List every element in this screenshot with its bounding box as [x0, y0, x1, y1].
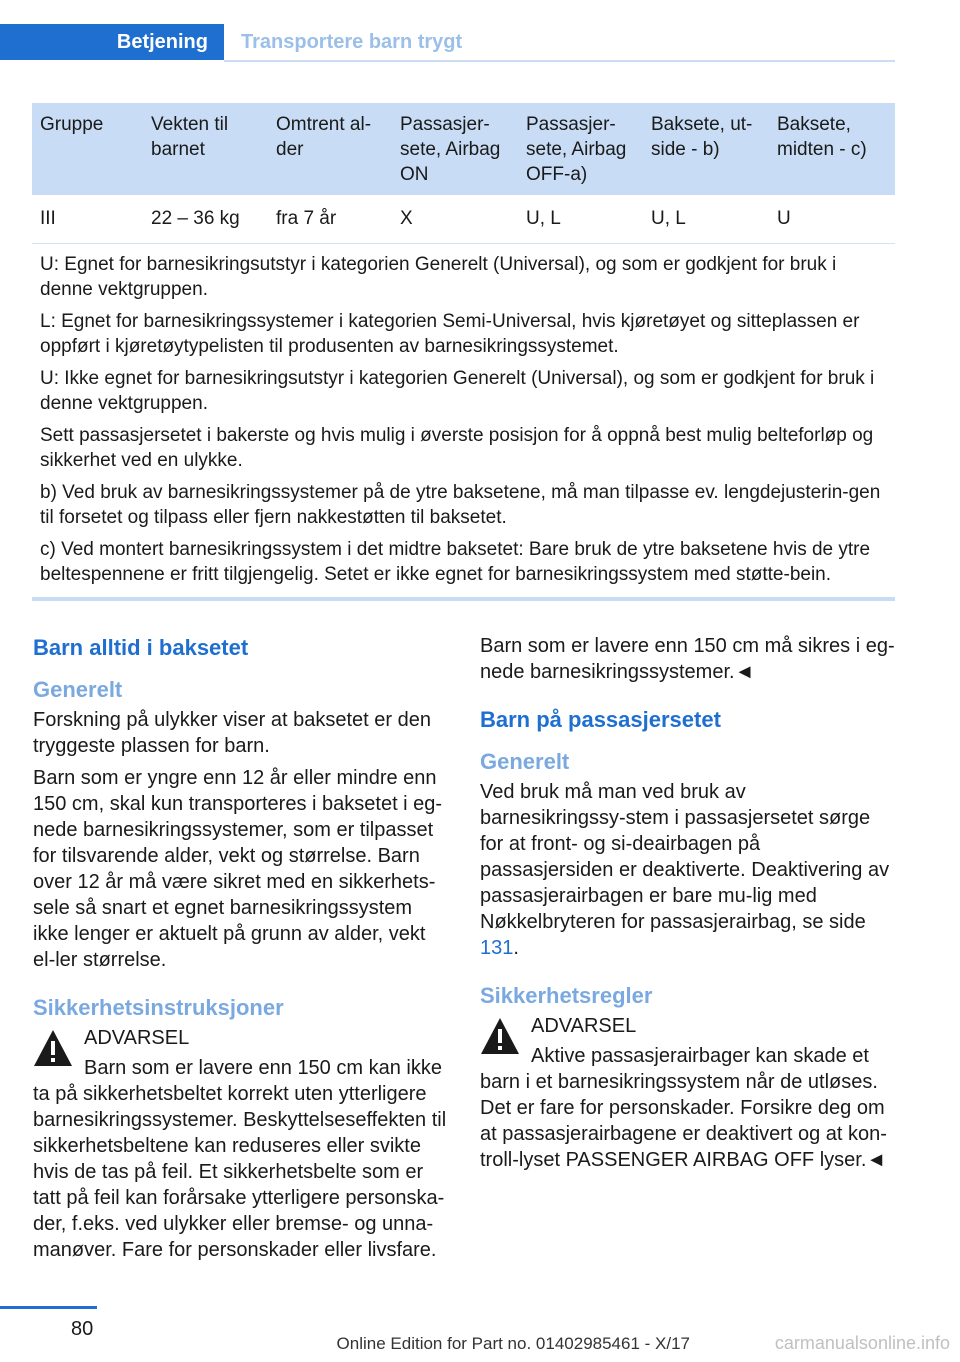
header-rule	[224, 60, 895, 62]
subheading-safety-instructions: Sikkerhetsinstruksjoner	[33, 995, 284, 1020]
section-title: Transportere barn trygt	[241, 31, 463, 53]
warning-label: ADVARSEL	[531, 1015, 637, 1037]
table-cell: 22 – 36 kg	[143, 195, 268, 244]
left-column	[33, 633, 448, 1269]
warning-triangle-icon	[33, 1029, 73, 1067]
subheading-safety-rules: Sikkerhetsregler	[480, 983, 653, 1008]
edition-text: Online Edition for Part no. 01402985461 - X/17	[336, 1334, 690, 1353]
table-cell: U, L	[643, 195, 769, 244]
table-header-cell: Passasjer-sete, Airbag OFF-a)	[518, 103, 643, 195]
table-notes-row	[32, 244, 895, 600]
table-header-cell: Baksete, ut-side - b)	[643, 103, 769, 195]
table-cell: fra 7 år	[268, 195, 392, 244]
table-note: L: Egnet for barnesikringssystemer i kategorien Semi-Universal, hvis kjøretøyet og sitteplassen er oppført i kjøretøytypelisten til produsenten av barnesikringssystemet.	[40, 311, 860, 357]
heading-children-passenger-seat: Barn på passasjersetet	[480, 707, 721, 732]
table-header-cell: Baksete, midten - c)	[769, 103, 895, 195]
table-header-cell: Vekten til barnet	[143, 103, 268, 195]
warning-block	[480, 1013, 895, 1173]
table-row	[32, 195, 895, 244]
page-number: 80	[71, 1318, 94, 1340]
chapter-tab: Betjening	[0, 24, 224, 60]
table-header-row	[32, 103, 895, 195]
warning-block	[33, 1025, 448, 1263]
table-note: U: Egnet for barnesikringsutstyr i kategorien Generelt (Universal), og som er godkjent for bruk i denne vektgruppen.	[40, 254, 837, 300]
paragraph: Ved bruk må man ved bruk av barnesikringssy-stem i passasjersetet sørge for at front- og si-deairbagen på passasjersiden er deaktiverte. Deaktivering av passasjerairbagen er bare mu-lig med Nøkkelbryteren for passasjerairbag, se side 131.	[480, 781, 890, 959]
table-notes	[32, 244, 895, 600]
paragraph-text: Ved bruk må man ved bruk av barnesikringssy-stem i passasjersetet sørge for at front- og si-deairbagen på passasjersiden er deaktiverte. Deaktivering av passasjerairbagen er bare mu-lig med Nøkkelbryteren for passasjerairbag, se side	[480, 781, 890, 933]
table-cell: III	[32, 195, 143, 244]
page-header	[0, 24, 895, 62]
warning-text: Barn som er lavere enn 150 cm kan ikke ta på sikkerhetsbeltet korrekt uten ytterligere barnesikringssystemer. Beskyttelseseffekten til sikkerhetsbeltene kan reduseres eller svikte hvis de tas på feil. Et sikkerhetsbelte som er tatt på feil kan forårsake ytterligere personska-der, f.eks. ved ulykker eller bremse- og unna-manøver. Fare for personskader eller livsfare.	[33, 1057, 447, 1261]
warning-triangle-icon	[480, 1017, 520, 1055]
footer-rule	[0, 1306, 97, 1309]
table-header-cell: Gruppe	[32, 103, 143, 195]
warning-text: Aktive passasjerairbager kan skade et barn i et barnesikringssystem når de utløses. Det er fare for personskader. Forsikre deg om at passasjerairbagene er deaktivert og at kon-troll-lyset PASSENGER AIRBAG OFF lyser.◄	[480, 1045, 887, 1171]
subheading-general: Generelt	[33, 677, 123, 702]
paragraph: Barn som er yngre enn 12 år eller mindre enn 150 cm, skal kun transporteres i baksetet i eg-nede barnesikringssystemer, som er tilpasset for tilsvarende alder, vekt og størrelse. Barn over 12 år må være sikret med en sikkerhets-sele så snart et egnet barnesikringssystem ikke lenger er aktuelt på grunn av alder, vekt el-ler størrelse.	[33, 767, 443, 971]
child-seat-table	[32, 103, 895, 601]
heading-children-back-seat: Barn alltid i baksetet	[33, 635, 249, 660]
paragraph: Barn som er lavere enn 150 cm må sikres i eg-nede barnesikringssystemer.◄	[480, 635, 895, 683]
table-cell: U	[769, 195, 895, 244]
watermark: carmanualsonline.info	[774, 1333, 950, 1353]
table-header-cell: Passasjer-sete, Airbag ON	[392, 103, 518, 195]
table-cell: U, L	[518, 195, 643, 244]
table-note: Sett passasjersetet i bakerste og hvis mulig i øverste posisjon for å oppnå best mulig belteforløp og sikkerhet ved en ulykke.	[40, 425, 874, 471]
page-reference-link[interactable]: 131	[480, 937, 514, 959]
table-note: b) Ved bruk av barnesikringssystemer på de ytre baksetene, må man tilpasse ev. lengdejusterin-gen til forsetet og tilpass eller fjern nakkestøtten til baksetet.	[40, 482, 881, 528]
warning-label: ADVARSEL	[84, 1027, 190, 1049]
table-cell: X	[392, 195, 518, 244]
right-column	[480, 633, 895, 1179]
table-header-cell: Omtrent al-der	[268, 103, 392, 195]
table-note: U: Ikke egnet for barnesikringsutstyr i kategorien Generelt (Universal), og som er godkjent for bruk i denne vektgruppen.	[40, 368, 875, 414]
table-note: c) Ved montert barnesikringssystem i det midtre baksetet: Bare bruk de ytre baksetene hvis de ytre beltespennene er fritt tilgjengelig. Setet er ikke egnet for barnesikringssystem med støtte-bein.	[40, 539, 871, 585]
paragraph: Forskning på ulykker viser at baksetet er den tryggeste plassen for barn.	[33, 709, 431, 757]
subheading-general: Generelt	[480, 749, 570, 774]
